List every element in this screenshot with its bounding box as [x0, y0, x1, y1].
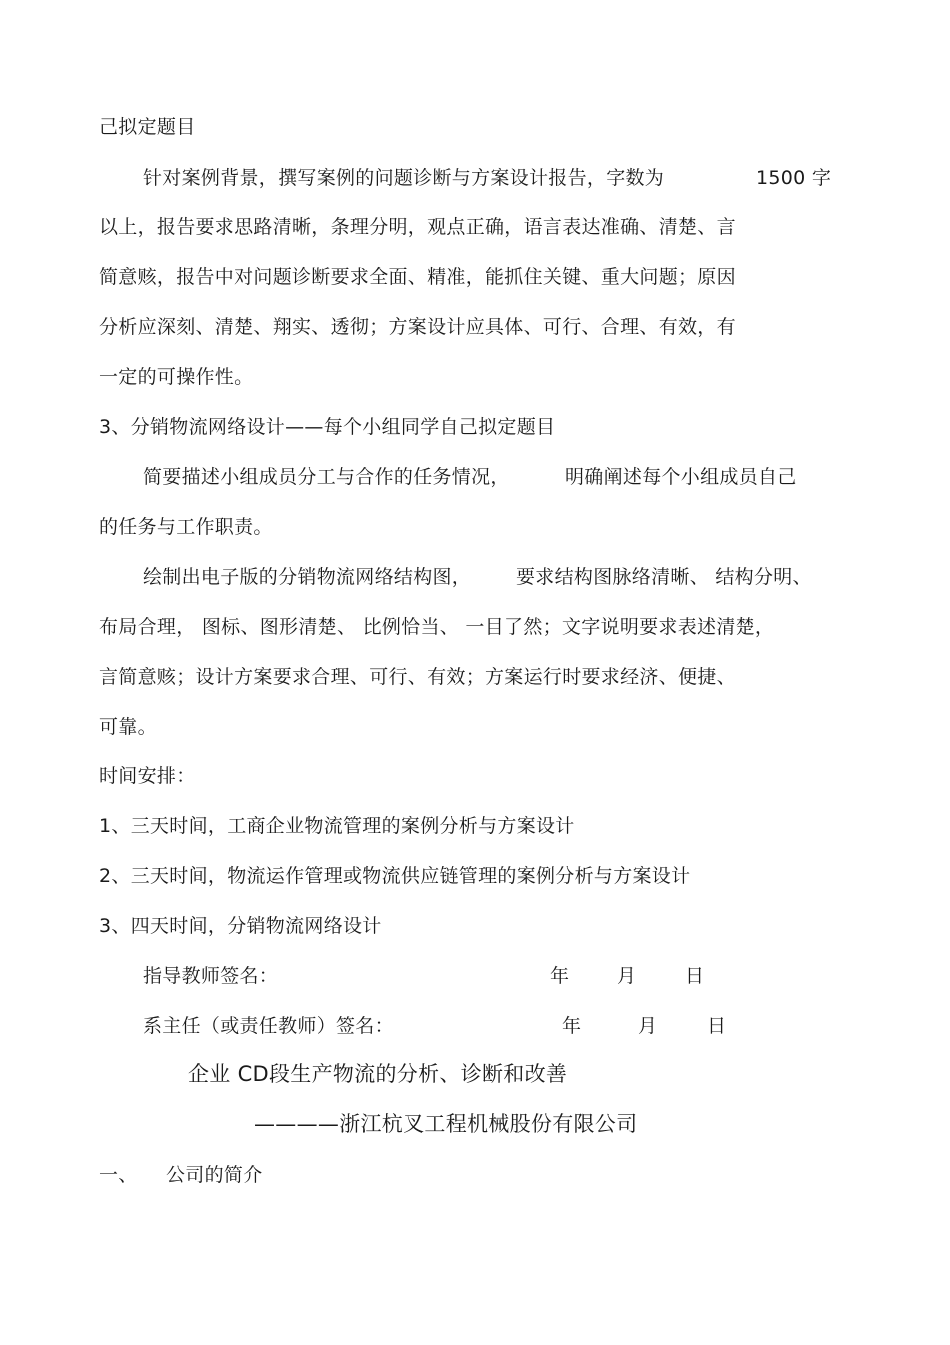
schedule-item-3: 3、四天时间，分销物流网络设计 — [99, 915, 382, 937]
report-requirement-text: 针对案例背景，撰写案例的问题诊断与方案设计报告，字数为 — [143, 167, 665, 189]
paragraph-diagram-line-2: 布局合理， 图标、图形清楚、 比例恰当、 一目了然；文字说明要求表述清楚， — [99, 616, 775, 638]
schedule-item-1: 1、三天时间，工商企业物流管理的案例分析与方案设计 — [99, 815, 575, 837]
item-distribution-network-design: 3、分销物流网络设计——每个小组同学自己拟定题目 — [99, 416, 556, 438]
paragraph-diagram-line-1a: 绘制出电子版的分销物流网络结构图， — [143, 566, 472, 588]
section-1-heading: 公司的简介 — [166, 1164, 263, 1186]
document-subtitle: ————浙江杭叉工程机械股份有限公司 — [254, 1112, 638, 1136]
word-count-text: 1500 字 — [756, 167, 832, 189]
paragraph-report-line-5: 一定的可操作性。 — [99, 366, 254, 388]
paragraph-team-line-1a: 简要描述小组成员分工与合作的任务情况， — [143, 466, 510, 488]
paragraph-team-line-1b: 明确阐述每个小组成员自己 — [565, 466, 797, 488]
paragraph-report-line-3: 简意赅，报告中对问题诊断要求全面、精准，能抓住关键、重大问题；原因 — [99, 266, 736, 288]
paragraph-diagram-line-3: 言简意赅；设计方案要求合理、可行、有效；方案运行时要求经济、便捷、 — [99, 666, 736, 688]
schedule-item-2: 2、三天时间，物流运作管理或物流供应链管理的案例分析与方案设计 — [99, 865, 691, 887]
paragraph-report-line-1 — [143, 165, 664, 191]
paragraph-report-line-2: 以上，报告要求思路清晰，条理分明，观点正确，语言表达准确、清楚、言 — [99, 216, 736, 238]
signature-director-day: 日 — [707, 1015, 727, 1037]
paragraph-team-line-2: 的任务与工作职责。 — [99, 516, 273, 538]
signature-director-month: 月 — [638, 1015, 658, 1037]
paragraph-diagram-line-4: 可靠。 — [99, 716, 157, 738]
schedule-heading: 时间安排： — [99, 765, 196, 787]
document-title: 企业 CD段生产物流的分析、诊断和改善 — [188, 1062, 568, 1086]
signature-director-label: 系主任（或责任教师）签名： — [143, 1015, 394, 1037]
signature-instructor-month: 月 — [617, 965, 637, 987]
paragraph-report-line-4: 分析应深刻、清楚、翔实、透彻；方案设计应具体、可行、合理、有效，有 — [99, 316, 736, 338]
signature-director-year: 年 — [562, 1015, 582, 1037]
signature-instructor-year: 年 — [550, 965, 570, 987]
signature-instructor-label: 指导教师签名： — [143, 965, 279, 987]
paragraph-diagram-line-1b: 要求结构图脉络清晰、 结构分明、 — [516, 566, 812, 588]
signature-instructor-day: 日 — [685, 965, 705, 987]
line-topic-continued: 己拟定题目 — [99, 116, 196, 138]
section-1-number: 一、 — [99, 1164, 138, 1186]
